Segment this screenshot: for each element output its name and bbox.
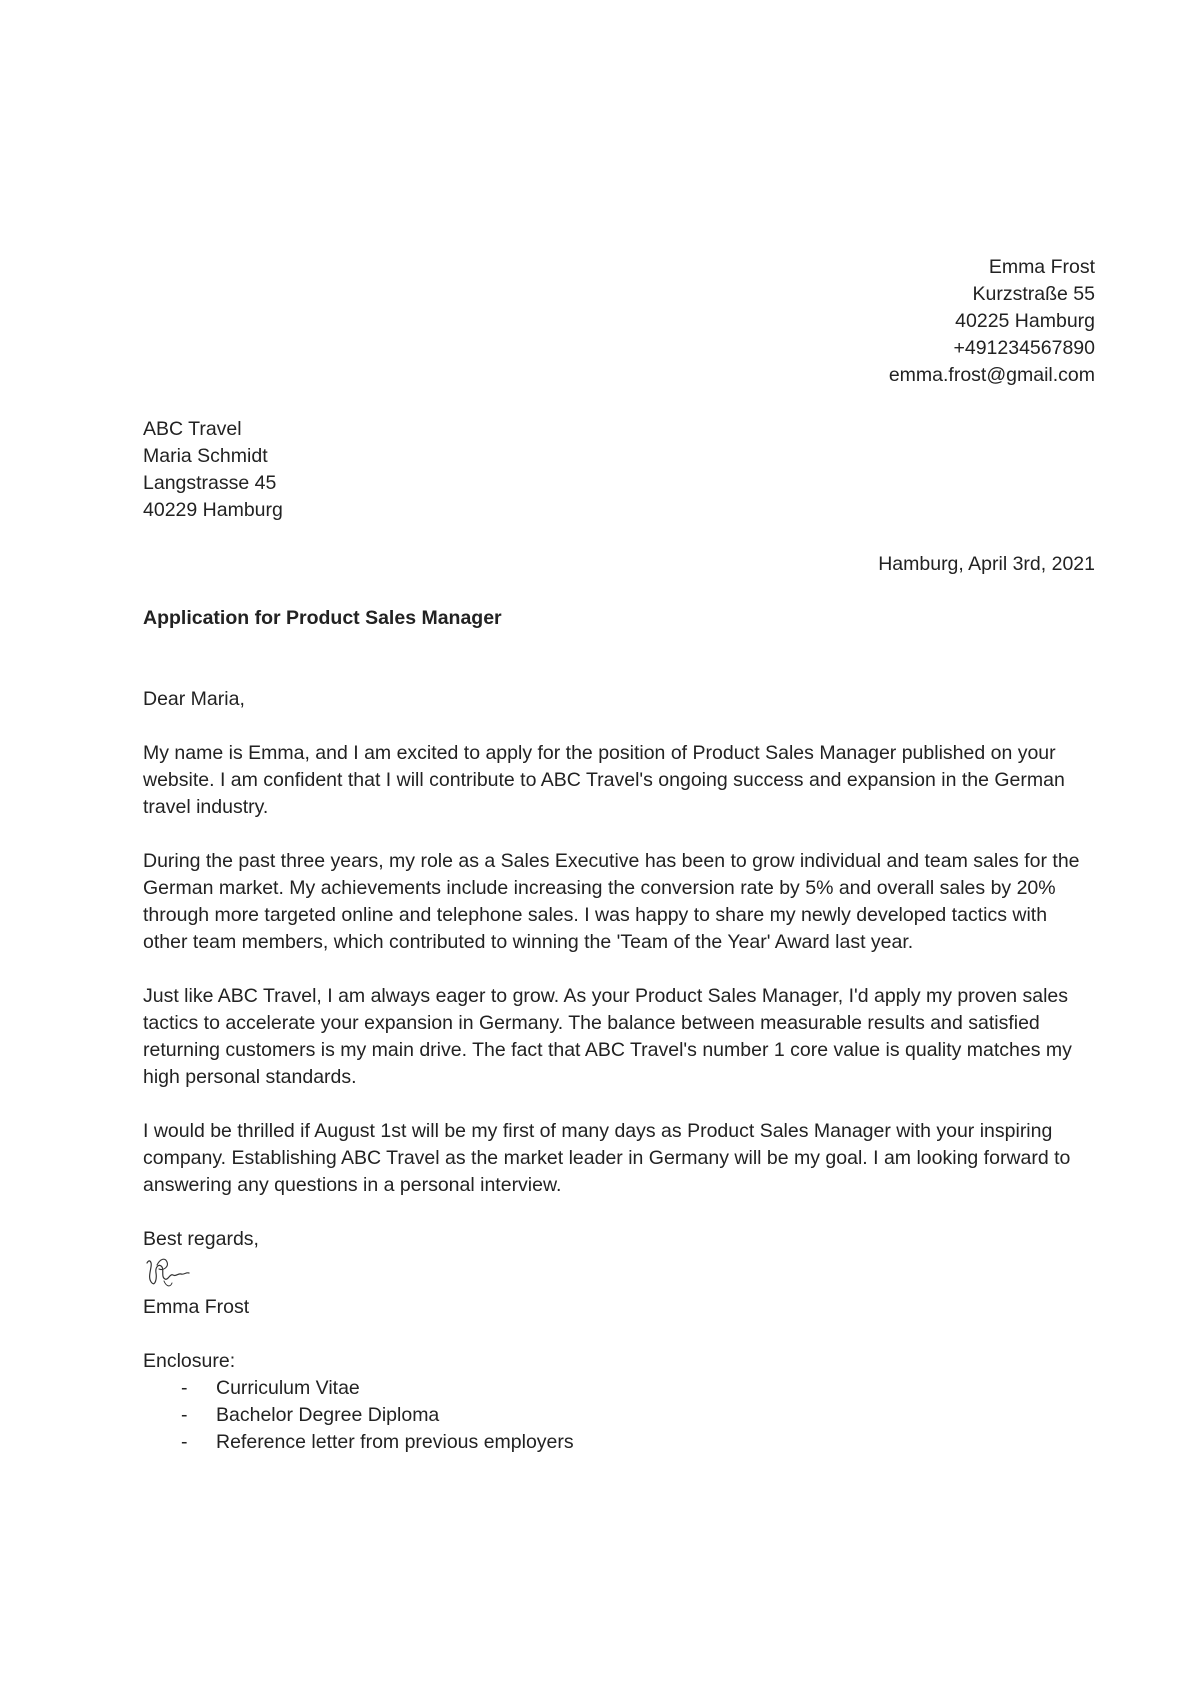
salutation: Dear Maria, <box>143 688 245 710</box>
sender-name: Emma Frost <box>988 256 1095 278</box>
sender-city: 40225 Hamburg <box>955 310 1095 332</box>
handwritten-signature <box>143 1253 191 1293</box>
list-item <box>143 1375 1095 1402</box>
letter-subject: Application for Product Sales Manager <box>143 607 502 629</box>
enclosure-item-label: Bachelor Degree Diploma <box>216 1404 440 1426</box>
sender-address-block <box>143 254 1095 389</box>
list-bullet: - <box>181 1431 188 1453</box>
closing: Best regards, <box>143 1228 259 1250</box>
recipient-city: 40229 Hamburg <box>143 499 283 521</box>
enclosure-list <box>143 1375 1095 1456</box>
sender-email: emma.frost@gmail.com <box>888 364 1095 386</box>
body-paragraph-3: Just like ABC Travel, I am always eager to grow. As your Product Sales Manager, I'd apply my proven sales tactics to accelerate your expansion in Germany. The balance between measurable results and satisfied returning customers is my main drive. The fact that ABC Travel's number 1 core value is quality matches my high personal standards. <box>143 985 1072 1088</box>
enclosure-section <box>143 1348 1095 1456</box>
letter-content <box>143 254 1095 1456</box>
list-bullet: - <box>181 1404 188 1426</box>
body-paragraph-1: My name is Emma, and I am excited to apply for the position of Product Sales Manager published on your website. I am confident that I will contribute to ABC Travel's ongoing success and expansion in the German travel industry. <box>143 742 1065 818</box>
enclosure-item-label: Curriculum Vitae <box>216 1377 360 1399</box>
enclosure-label: Enclosure: <box>143 1350 236 1372</box>
list-item <box>143 1402 1095 1429</box>
recipient-company: ABC Travel <box>143 418 242 440</box>
signoff-name: Emma Frost <box>143 1296 250 1318</box>
letter-date: Hamburg, April 3rd, 2021 <box>878 553 1095 575</box>
enclosure-item-label: Reference letter from previous employers <box>216 1431 574 1453</box>
recipient-street: Langstrasse 45 <box>143 472 277 494</box>
body-paragraph-4: I would be thrilled if August 1st will be my first of many days as Product Sales Manager with your inspiring company. Establishing ABC Travel as the market leader in Germany will be my goal. I am looking forward to answering any questions in a personal interview. <box>143 1120 1071 1196</box>
sender-phone: +491234567890 <box>953 337 1095 359</box>
recipient-address-block <box>143 416 1095 524</box>
body-paragraph-2: During the past three years, my role as a Sales Executive has been to grow individual and team sales for the German market. My achievements include increasing the conversion rate by 5% and overall sales by 20% through more targeted online and telephone sales. I was happy to share my newly developed tactics with other team members, which contributed to winning the 'Team of the Year' Award last year. <box>143 850 1080 953</box>
recipient-contact: Maria Schmidt <box>143 445 268 467</box>
list-bullet: - <box>181 1377 188 1399</box>
sender-street: Kurzstraße 55 <box>972 283 1095 305</box>
list-item <box>143 1429 1095 1456</box>
